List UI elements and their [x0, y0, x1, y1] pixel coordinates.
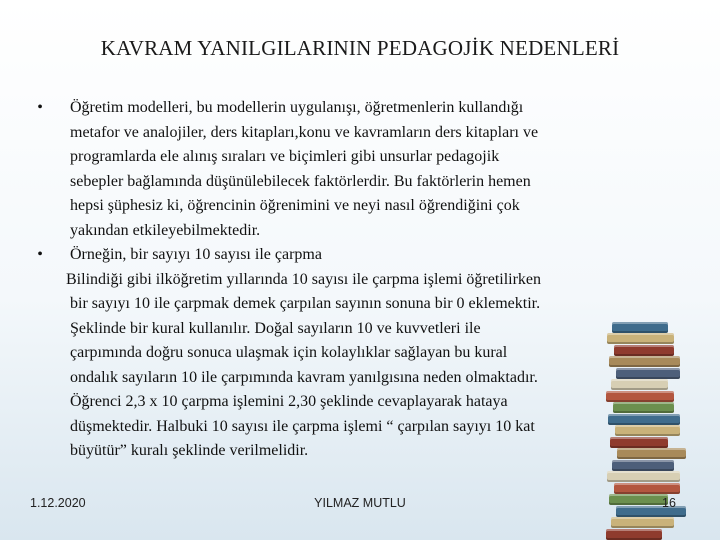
bullet-line: yakından etkileyebilmektedir. — [70, 221, 261, 239]
paragraph-line: Bilindiği gibi ilköğretim yıllarında 10 sayısı ile çarpma işlemi öğretilirken — [66, 270, 542, 288]
book-spine — [614, 483, 680, 494]
paragraph-line: düşmektedir. Halbuki 10 sayısı ile çarpma işlemi “ çarpılan sayıyı 10 kat — [70, 417, 535, 435]
bullet-item — [30, 243, 670, 268]
bullet-item — [30, 96, 670, 243]
book-spine — [606, 529, 662, 540]
bullet-line: Öğretim modelleri, bu modellerin uygulanışı, öğretmenlerin kullandığı — [70, 99, 524, 116]
paragraph-line: çarpımında doğru sonuca ulaşmak için kolaylıklar sağlayan bu kural — [70, 344, 508, 361]
paragraph-line: Şeklinde bir kural kullanılır. Doğal sayıların 10 ve kuvvetleri ile — [70, 319, 481, 337]
bullet-marker: • — [37, 246, 43, 263]
page-number: 16 — [662, 496, 676, 510]
bullet-line: programlarda ele alınış sıraları ve biçimleri gibi unsurlar pedagojik — [70, 148, 500, 165]
slide-title: KAVRAM YANILGILARININ PEDAGOJİK NEDENLERİ — [100, 36, 620, 60]
footer-date: 1.12.2020 — [30, 496, 86, 510]
bullet-line: sebepler bağlamında düşünülebilecek faktörlerdir. Bu faktörlerin hemen — [70, 172, 531, 190]
paragraph-line: bir sayıyı 10 ile çarpmak demek çarpılan sayının sonuna bir 0 eklemektir. — [70, 295, 541, 312]
book-spine — [611, 517, 674, 528]
continuation-paragraph — [30, 268, 670, 464]
paragraph-line: büyütür” kuralı şeklinde verilmelidir. — [70, 442, 309, 459]
book-spine — [607, 471, 680, 482]
paragraph-line: ondalık sayıların 10 ile çarpımında kavram yanılgısına neden olmaktadır. — [70, 368, 538, 386]
bullet-marker: • — [37, 99, 43, 116]
bullet-line: hepsi şüphesiz ki, öğrencinin öğrenimini ve neyi nasıl öğrendiğini çok — [70, 197, 520, 214]
bullet-line: Örneğin, bir sayıyı 10 sayısı ile çarpma — [70, 246, 322, 263]
slide-body — [30, 96, 670, 464]
footer-author: YILMAZ MUTLU — [314, 496, 406, 510]
paragraph-line: Öğrenci 2,3 x 10 çarpma işlemini 2,30 şeklinde cevaplayarak hataya — [70, 393, 508, 410]
bullet-line: metafor ve analojiler, ders kitapları,konu ve kavramların ders kitapları ve — [70, 123, 539, 141]
